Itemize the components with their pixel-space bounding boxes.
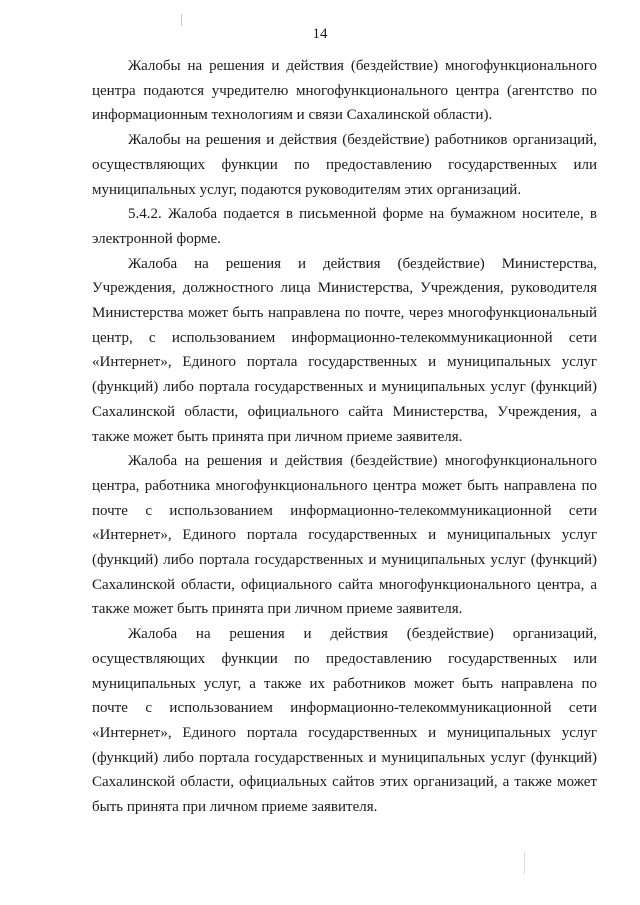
page-number: 14 — [312, 26, 328, 42]
paragraph: Жалоба на решения и действия (бездействие) многофункционального центра, работника многофункционального центра может быть направлена по почте с использованием информационно-телекоммуникационной сети «Интернет», Единого портала государственных и муниципальных услуг (функций) либо портала государственных и муниципальных услуг (функций) Сахалинской области, официального сайта многофункционального центра, а также может быть принята при личном приеме заявителя. — [92, 453, 597, 618]
document-body — [92, 54, 597, 820]
paragraph: Жалоба на решения и действия (бездействие) организаций, осуществляющих функции по предоставлению государственных или муниципальных услуг, а также их работников может быть направлена по почте с использованием информационно-телекоммуникационной сети «Интернет», Единого портала государственных и муниципальных услуг (функций) либо портала государственных и муниципальных услуг (функций) Сахалинской области, официальных сайтов этих организаций, а также может быть принята при личном приеме заявителя. — [92, 626, 597, 816]
paragraph: Жалобы на решения и действия (бездействие) работников организаций, осуществляющих функции по предоставлению государственных или муниципальных услуг, подаются руководителям этих организаций. — [92, 132, 597, 198]
paragraph: Жалобы на решения и действия (бездействие) многофункционального центра подаются учредителю многофункционального центра (агентство по информационным технологиям и связи Сахалинской области). — [92, 58, 597, 124]
paragraph: Жалоба на решения и действия (бездействие) Министерства, Учреждения, должностного лица Министерства, Учреждения, руководителя Министерства может быть направлена по почте, через многофункциональный центр, с использованием информационно-телекоммуникационной сети «Интернет», Единого портала государственных и муниципальных услуг (функций) либо портала государственных и муниципальных услуг (функций) Сахалинской области, официального сайта Министерства, Учреждения, а также может быть принята при личном приеме заявителя. — [92, 255, 597, 445]
paragraph: 5.4.2. Жалоба подается в письменной форме на бумажном носителе, в электронной форме. — [92, 206, 597, 247]
scan-artifact-line — [181, 14, 182, 26]
scan-artifact-line — [524, 852, 525, 874]
